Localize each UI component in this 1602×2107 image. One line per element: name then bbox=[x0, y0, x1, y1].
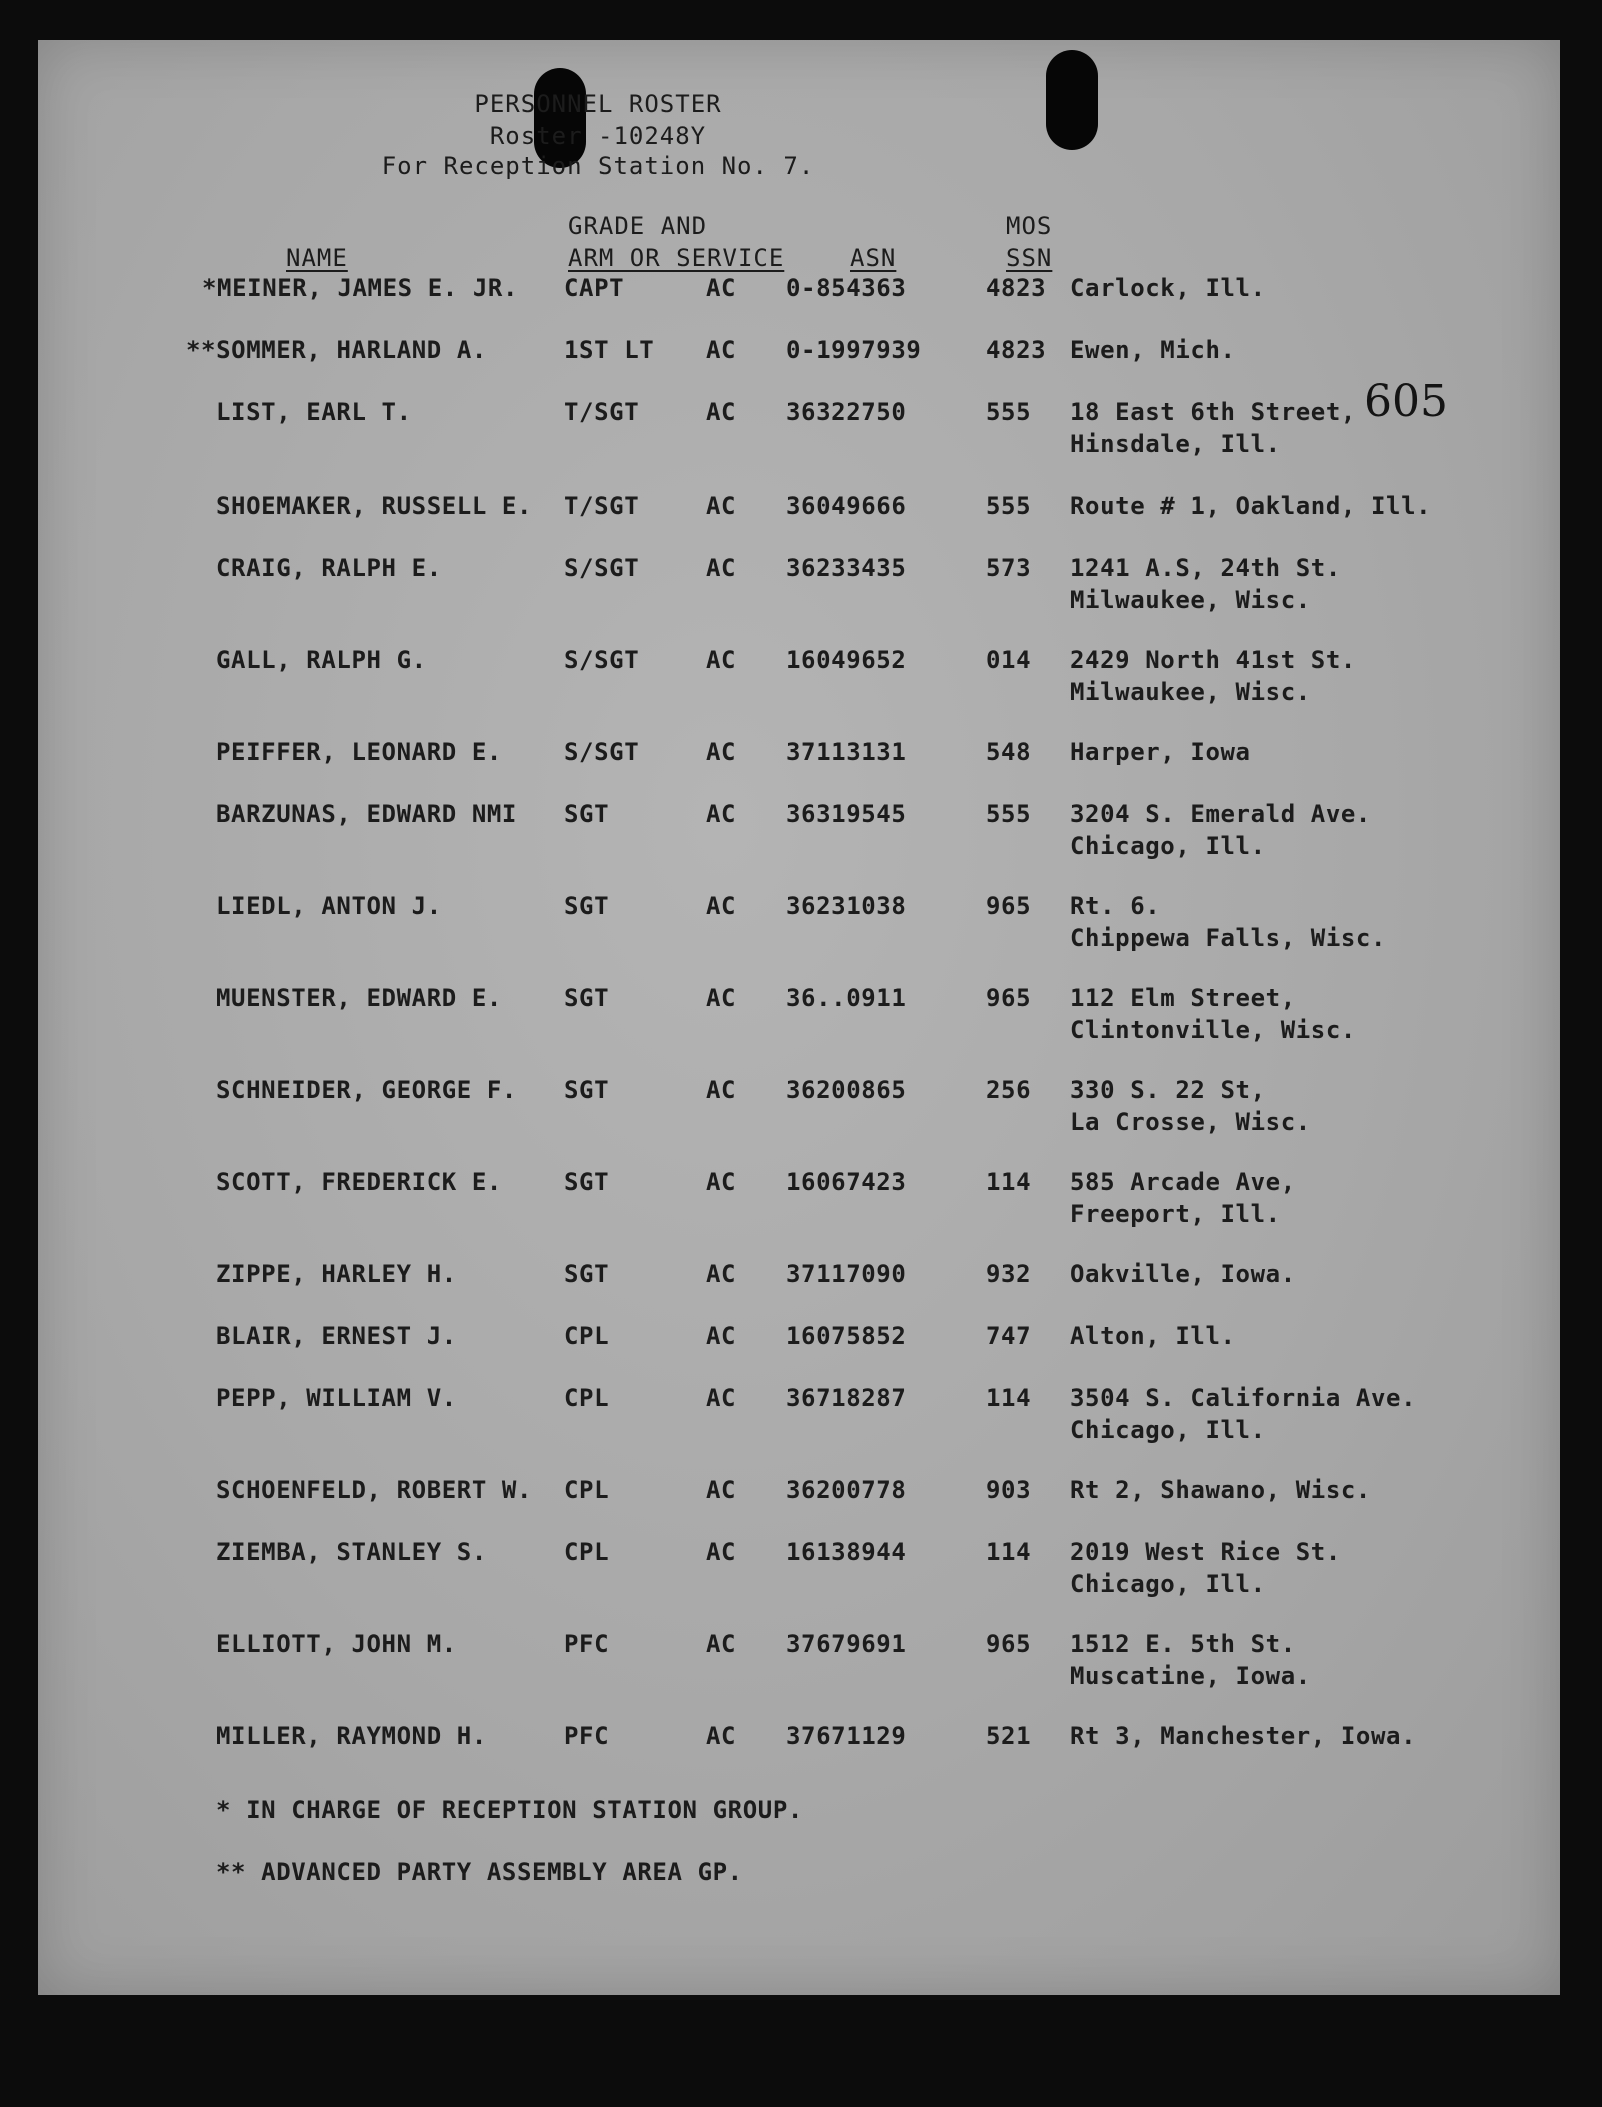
footnote-double-asterisk: ** ADVANCED PARTY ASSEMBLY AREA GP. bbox=[216, 1858, 743, 1886]
roster-address bbox=[1070, 1628, 1311, 1692]
roster-address bbox=[1070, 272, 1266, 304]
roster-asn: 16049652 bbox=[786, 646, 907, 674]
roster-grade: CPL bbox=[564, 1538, 610, 1566]
roster-grade: T/SGT bbox=[564, 492, 640, 520]
roster-arm: AC bbox=[706, 274, 737, 302]
roster-name: SCOTT, FREDERICK E. bbox=[216, 1168, 502, 1196]
roster-asn: 36718287 bbox=[786, 1384, 907, 1412]
roster-mos: 573 bbox=[986, 554, 1032, 582]
roster-grade: S/SGT bbox=[564, 554, 640, 582]
roster-arm: AC bbox=[706, 892, 737, 920]
document-title: PERSONNEL ROSTER bbox=[474, 90, 722, 118]
column-header-ssn: SSN bbox=[1006, 244, 1053, 272]
address-line: Muscatine, Iowa. bbox=[1070, 1662, 1311, 1690]
roster-mos: 4823 bbox=[986, 274, 1047, 302]
address-line: Chicago, Ill. bbox=[1070, 1570, 1266, 1598]
roster-arm: AC bbox=[706, 492, 737, 520]
address-line: Harper, Iowa bbox=[1070, 738, 1251, 766]
roster-name: SCHOENFELD, ROBERT W. bbox=[216, 1476, 533, 1504]
address-line: 18 East 6th Street, bbox=[1070, 398, 1356, 426]
roster-mos: 965 bbox=[986, 984, 1032, 1012]
roster-asn: 0-1997939 bbox=[786, 336, 922, 364]
roster-grade: SGT bbox=[564, 1076, 610, 1104]
roster-mos: 555 bbox=[986, 492, 1032, 520]
address-line: Chicago, Ill. bbox=[1070, 832, 1266, 860]
roster-address bbox=[1070, 1258, 1296, 1290]
address-line: 3204 S. Emerald Ave. bbox=[1070, 800, 1371, 828]
roster-asn: 0-854363 bbox=[786, 274, 907, 302]
roster-grade: SGT bbox=[564, 1260, 610, 1288]
document-subtitle: For Reception Station No. 7. bbox=[381, 152, 815, 180]
address-line: Rt 2, Shawano, Wisc. bbox=[1070, 1476, 1371, 1504]
roster-asn: 37113131 bbox=[786, 738, 907, 766]
roster-mos: 4823 bbox=[986, 336, 1047, 364]
roster-mos: 555 bbox=[986, 800, 1032, 828]
roster-address bbox=[1070, 1320, 1236, 1352]
roster-name: **SOMMER, HARLAND A. bbox=[186, 336, 487, 364]
roster-arm: AC bbox=[706, 1322, 737, 1350]
roster-name: ZIEMBA, STANLEY S. bbox=[216, 1538, 487, 1566]
footnote-single-asterisk: * IN CHARGE OF RECEPTION STATION GROUP. bbox=[216, 1796, 803, 1824]
roster-arm: AC bbox=[706, 1476, 737, 1504]
roster-grade: CPL bbox=[564, 1322, 610, 1350]
address-line: Clintonville, Wisc. bbox=[1070, 1016, 1356, 1044]
roster-name: ZIPPE, HARLEY H. bbox=[216, 1260, 457, 1288]
roster-mos: 747 bbox=[986, 1322, 1032, 1350]
roster-mos: 521 bbox=[986, 1722, 1032, 1750]
column-header-grade-line1: GRADE AND bbox=[568, 212, 708, 240]
roster-grade: SGT bbox=[564, 800, 610, 828]
roster-arm: AC bbox=[706, 800, 737, 828]
roster-asn: 37679691 bbox=[786, 1630, 907, 1658]
roster-grade: CPL bbox=[564, 1476, 610, 1504]
roster-arm: AC bbox=[706, 1260, 737, 1288]
address-line: Route # 1, Oakland, Ill. bbox=[1070, 492, 1432, 520]
roster-mos: 256 bbox=[986, 1076, 1032, 1104]
roster-name: PEPP, WILLIAM V. bbox=[216, 1384, 457, 1412]
roster-address bbox=[1070, 1474, 1371, 1506]
roster-address bbox=[1070, 890, 1386, 954]
roster-grade: CPL bbox=[564, 1384, 610, 1412]
roster-arm: AC bbox=[706, 1630, 737, 1658]
roster-address bbox=[1070, 1382, 1416, 1446]
roster-arm: AC bbox=[706, 398, 737, 426]
address-line: Ewen, Mich. bbox=[1070, 336, 1236, 364]
roster-name: MILLER, RAYMOND H. bbox=[216, 1722, 487, 1750]
address-line: Carlock, Ill. bbox=[1070, 274, 1266, 302]
roster-asn: 37117090 bbox=[786, 1260, 907, 1288]
roster-arm: AC bbox=[706, 554, 737, 582]
address-line: Chicago, Ill. bbox=[1070, 1416, 1266, 1444]
address-line: Hinsdale, Ill. bbox=[1070, 430, 1281, 458]
roster-grade: PFC bbox=[564, 1722, 610, 1750]
column-header-grade-line2: ARM OR SERVICE bbox=[568, 244, 785, 272]
roster-grade: T/SGT bbox=[564, 398, 640, 426]
roster-name: LIEDL, ANTON J. bbox=[216, 892, 442, 920]
roster-name: BLAIR, ERNEST J. bbox=[216, 1322, 457, 1350]
roster-asn: 36..0911 bbox=[786, 984, 907, 1012]
roster-mos: 548 bbox=[986, 738, 1032, 766]
address-line: 1241 A.S, 24th St. bbox=[1070, 554, 1341, 582]
address-line: 1512 E. 5th St. bbox=[1070, 1630, 1296, 1658]
roster-asn: 16138944 bbox=[786, 1538, 907, 1566]
roster-name: SCHNEIDER, GEORGE F. bbox=[216, 1076, 517, 1104]
roster-address bbox=[1070, 552, 1341, 616]
roster-arm: AC bbox=[706, 1384, 737, 1412]
roster-asn: 36049666 bbox=[786, 492, 907, 520]
address-line: 112 Elm Street, bbox=[1070, 984, 1296, 1012]
roster-name: GALL, RALPH G. bbox=[216, 646, 427, 674]
address-line: Milwaukee, Wisc. bbox=[1070, 586, 1311, 614]
roster-asn: 36200778 bbox=[786, 1476, 907, 1504]
roster-grade: 1ST LT bbox=[564, 336, 655, 364]
roster-address bbox=[1070, 644, 1356, 708]
address-line: 585 Arcade Ave, bbox=[1070, 1168, 1296, 1196]
roster-name: CRAIG, RALPH E. bbox=[216, 554, 442, 582]
roster-mos: 965 bbox=[986, 1630, 1032, 1658]
roster-arm: AC bbox=[706, 1168, 737, 1196]
roster-grade: S/SGT bbox=[564, 738, 640, 766]
roster-address bbox=[1070, 1074, 1311, 1138]
roster-name: *MEINER, JAMES E. JR. bbox=[202, 274, 519, 302]
column-header-name: NAME bbox=[286, 244, 348, 272]
roster-mos: 114 bbox=[986, 1168, 1032, 1196]
roster-arm: AC bbox=[706, 1722, 737, 1750]
address-line: 3504 S. California Ave. bbox=[1070, 1384, 1417, 1412]
roster-name: SHOEMAKER, RUSSELL E. bbox=[216, 492, 533, 520]
roster-id: Roster -10248Y bbox=[489, 122, 707, 150]
roster-address bbox=[1070, 490, 1431, 522]
address-line: 330 S. 22 St, bbox=[1070, 1076, 1266, 1104]
roster-name: PEIFFER, LEONARD E. bbox=[216, 738, 502, 766]
roster-grade: SGT bbox=[564, 1168, 610, 1196]
roster-asn: 36233435 bbox=[786, 554, 907, 582]
roster-asn: 36231038 bbox=[786, 892, 907, 920]
roster-grade: SGT bbox=[564, 984, 610, 1012]
roster-name: ELLIOTT, JOHN M. bbox=[216, 1630, 457, 1658]
address-line: Alton, Ill. bbox=[1070, 1322, 1236, 1350]
address-line: La Crosse, Wisc. bbox=[1070, 1108, 1311, 1136]
roster-mos: 114 bbox=[986, 1384, 1032, 1412]
roster-address bbox=[1070, 1720, 1416, 1752]
roster-name: MUENSTER, EDWARD E. bbox=[216, 984, 502, 1012]
address-line: 2429 North 41st St. bbox=[1070, 646, 1356, 674]
roster-arm: AC bbox=[706, 738, 737, 766]
address-line: Rt 3, Manchester, Iowa. bbox=[1070, 1722, 1417, 1750]
roster-asn: 36319545 bbox=[786, 800, 907, 828]
address-line: Oakville, Iowa. bbox=[1070, 1260, 1296, 1288]
page-number: 605 bbox=[1364, 376, 1448, 427]
roster-grade: PFC bbox=[564, 1630, 610, 1658]
roster-arm: AC bbox=[706, 1076, 737, 1104]
column-header-mos: MOS bbox=[1006, 212, 1053, 240]
roster-arm: AC bbox=[706, 336, 737, 364]
address-line: Freeport, Ill. bbox=[1070, 1200, 1281, 1228]
roster-document bbox=[38, 40, 1560, 1995]
roster-mos: 014 bbox=[986, 646, 1032, 674]
roster-arm: AC bbox=[706, 1538, 737, 1566]
roster-asn: 36322750 bbox=[786, 398, 907, 426]
roster-mos: 932 bbox=[986, 1260, 1032, 1288]
roster-arm: AC bbox=[706, 984, 737, 1012]
roster-address bbox=[1070, 396, 1356, 460]
roster-asn: 16075852 bbox=[786, 1322, 907, 1350]
roster-asn: 16067423 bbox=[786, 1168, 907, 1196]
roster-arm: AC bbox=[706, 646, 737, 674]
roster-mos: 555 bbox=[986, 398, 1032, 426]
roster-grade: SGT bbox=[564, 892, 610, 920]
roster-address bbox=[1070, 334, 1236, 366]
roster-asn: 37671129 bbox=[786, 1722, 907, 1750]
roster-mos: 114 bbox=[986, 1538, 1032, 1566]
address-line: Rt. 6. bbox=[1070, 892, 1161, 920]
address-line: 2019 West Rice St. bbox=[1070, 1538, 1341, 1566]
roster-grade: CAPT bbox=[564, 274, 625, 302]
roster-name: LIST, EARL T. bbox=[216, 398, 412, 426]
address-line: Chippewa Falls, Wisc. bbox=[1070, 924, 1387, 952]
roster-address bbox=[1070, 1536, 1341, 1600]
column-header-asn: ASN bbox=[850, 244, 897, 272]
roster-address bbox=[1070, 982, 1356, 1046]
address-line: Milwaukee, Wisc. bbox=[1070, 678, 1311, 706]
roster-address bbox=[1070, 1166, 1296, 1230]
roster-mos: 903 bbox=[986, 1476, 1032, 1504]
roster-address bbox=[1070, 798, 1371, 862]
roster-grade: S/SGT bbox=[564, 646, 640, 674]
roster-mos: 965 bbox=[986, 892, 1032, 920]
roster-asn: 36200865 bbox=[786, 1076, 907, 1104]
roster-name: BARZUNAS, EDWARD NMI bbox=[216, 800, 517, 828]
roster-address bbox=[1070, 736, 1251, 768]
